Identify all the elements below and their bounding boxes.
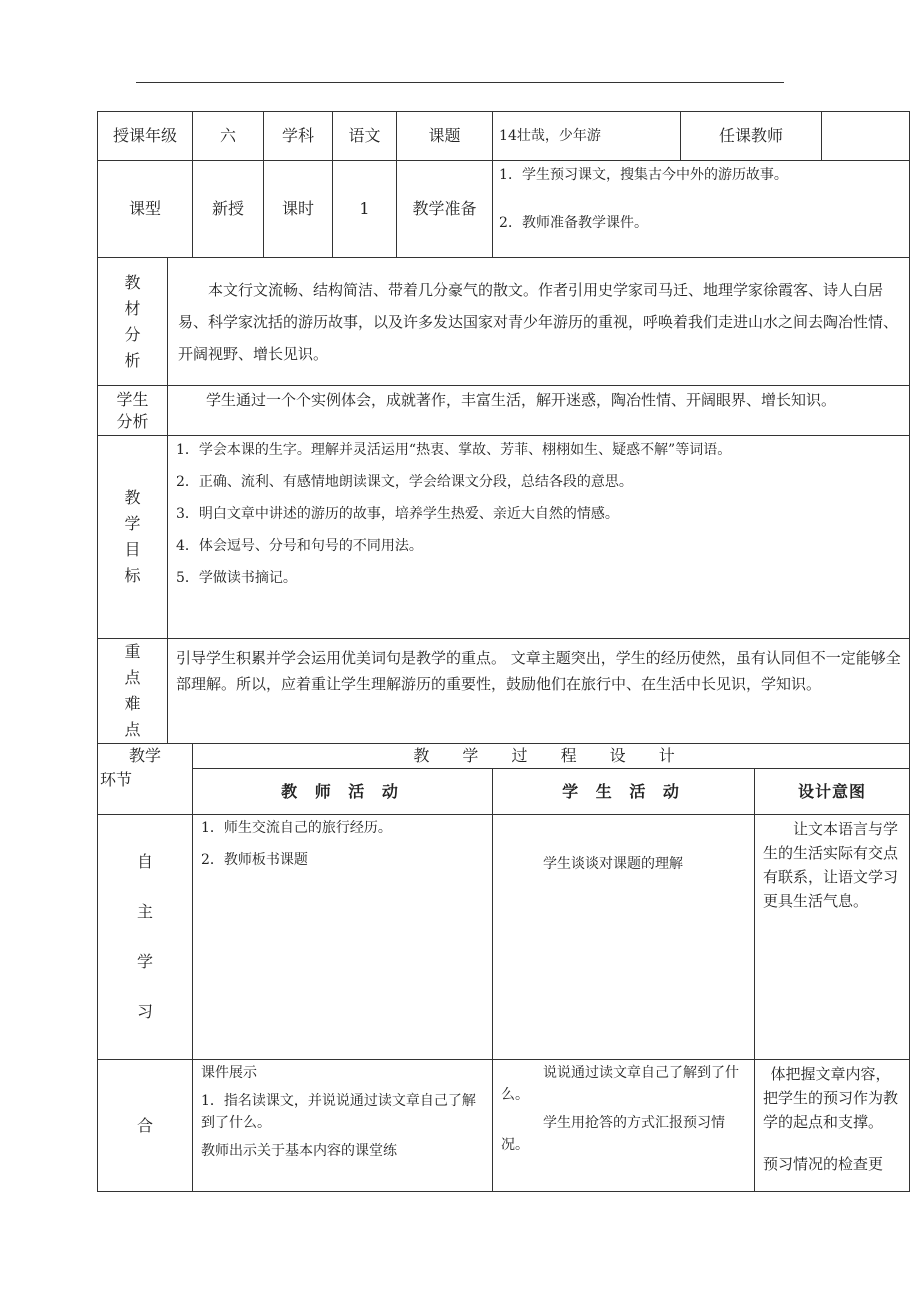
design-intent: 让文本语言与学生的生活实际有交点有联系，让语文学习更具生活气息。 xyxy=(755,815,910,1060)
goal-item: 1．学会本课的生字。理解并灵活运用“热衷、掌故、芳菲、栩栩如生、疑惑不解”等词语。 xyxy=(176,442,732,458)
grade-value: 六 xyxy=(193,112,264,161)
col-student-header: 学 生 活 动 xyxy=(493,769,755,815)
type-value: 新授 xyxy=(193,161,264,258)
student-activity: 学生谈谈对课题的理解 xyxy=(493,815,755,1060)
hours-value: 1 xyxy=(333,161,397,258)
stage-cooperate: 合 xyxy=(98,1060,193,1192)
teacher-activity: 1．师生交流自己的旅行经历。 2．教师板书课题 xyxy=(193,815,493,1060)
prep-cell xyxy=(493,161,910,258)
lesson-plan-table xyxy=(97,111,910,1192)
student-text: 学生通过一个个实例体会，成就著作，丰富生活，解开迷惑，陶冶性情、开阔眼界、增长知识。 xyxy=(168,386,910,436)
student-activity: 说说通过读文章自己了解到了什么。 学生用抢答的方式汇报预习情况。 xyxy=(493,1060,755,1192)
goal-item: 5．学做读书摘记。 xyxy=(176,570,297,586)
goals-list xyxy=(168,436,910,639)
goals-label: 教 学 目 标 xyxy=(98,436,168,639)
material-label: 教 材 分 析 xyxy=(98,258,168,386)
goal-item: 2．正确、流利、有感情地朗读课文，学会给课文分段，总结各段的意思。 xyxy=(176,474,633,490)
lesson-plan-sheet xyxy=(97,111,901,1192)
subject-value: 语文 xyxy=(333,112,397,161)
material-text: 本文行文流畅、结构简洁、带着几分豪气的散文。作者引用史学家司马迁、地理学家徐霞客、诗人白居易、科学家沈括的游历故事，以及许多发达国家对青少年游历的重视，呼唤着我们走进山水之间去陶冶性情、开阔视野、增长见识。 xyxy=(168,258,910,386)
design-intent: 体把握文章内容，把学生的预习作为教学的起点和支撑。 预习情况的检查更 xyxy=(755,1060,910,1192)
key-points-label: 重 点 难 点 xyxy=(98,639,168,744)
prep-label: 教学准备 xyxy=(397,161,493,258)
teacher-activity: 课件展示 1．指名读课文，并说说通过读文章自己了解到了什么。 教师出示关于基本内容的课堂练 xyxy=(193,1060,493,1192)
grade-label: 授课年级 xyxy=(98,112,193,161)
stage-self-study: 自 主 学 习 xyxy=(98,815,193,1060)
hours-label: 课时 xyxy=(264,161,333,258)
type-label: 课型 xyxy=(98,161,193,258)
prep-item: 1．学生预习课文，搜集古今中外的游历故事。 xyxy=(499,167,788,183)
prep-item: 2．教师准备教学课件。 xyxy=(499,215,648,231)
goal-item: 3．明白文章中讲述的游历的故事，培养学生热爱、亲近大自然的情感。 xyxy=(176,506,619,522)
col-teacher-header: 教 师 活 动 xyxy=(193,769,493,815)
student-label: 学生 分析 xyxy=(98,386,168,436)
key-points-text: 引导学生积累并学会运用优美词句是教学的重点。 文章主题突出，学生的经历使然，虽有认同但不一定能够全部理解。所以，应着重让学生理解游历的重要性，鼓励他们在旅行中、在生活中长见识，学知识。 xyxy=(168,639,910,744)
process-title: 教 学 过 程 设 计 xyxy=(193,744,910,769)
header-rule xyxy=(136,82,784,83)
topic-value: 14壮哉，少年游 xyxy=(493,112,681,161)
teacher-value xyxy=(822,112,910,161)
teacher-label: 任课教师 xyxy=(681,112,822,161)
subject-label: 学科 xyxy=(264,112,333,161)
topic-label: 课题 xyxy=(397,112,493,161)
stage-label: 教学 环节 xyxy=(98,744,193,815)
goal-item: 4．体会逗号、分号和句号的不同用法。 xyxy=(176,538,423,554)
col-intent-header: 设计意图 xyxy=(755,769,910,815)
